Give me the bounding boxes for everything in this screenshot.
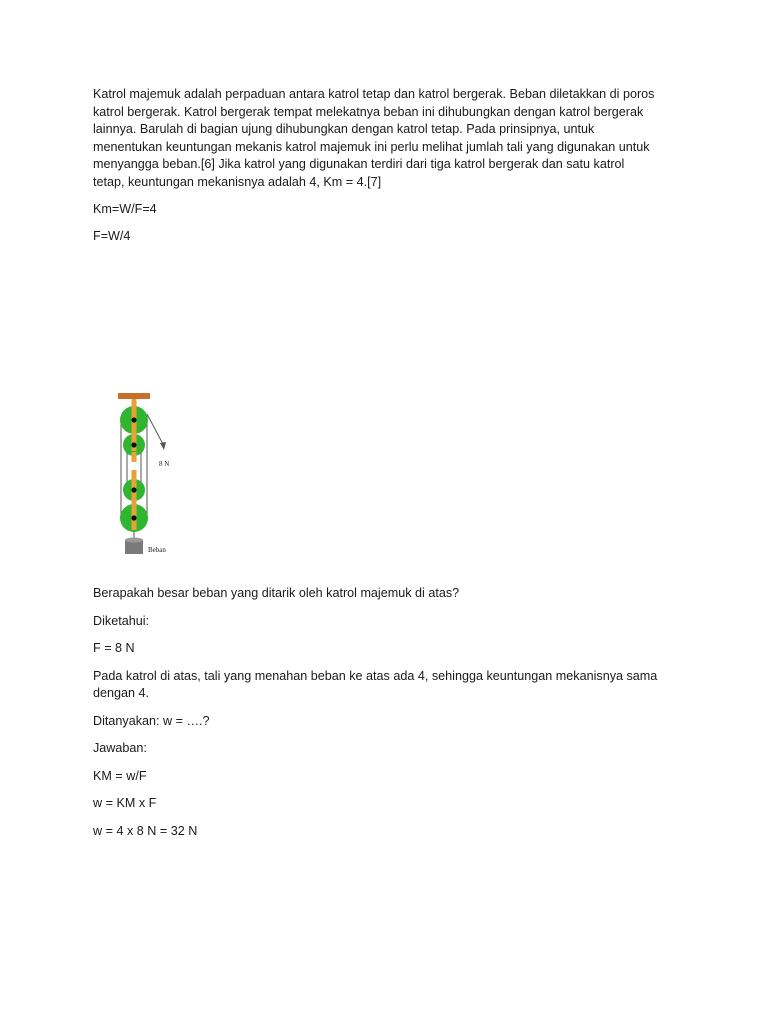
intro-line: tetap, keuntungan mekanisnya adalah 4, Km = 4.[7] <box>93 174 382 189</box>
intro-line: menentukan keuntungan mekanis katrol majemuk ini perlu melihat jumlah tali yang digunakan untuk <box>93 139 650 154</box>
explanation-line: Pada katrol di atas, tali yang menahan beban ke atas ada 4, sehingga keuntungan mekanisnya sama <box>93 668 658 683</box>
pulley-bar <box>132 452 137 462</box>
force-rope <box>147 414 164 446</box>
answer-step: w = 4 x 8 N = 32 N <box>93 823 198 838</box>
ceiling-mount <box>118 393 150 399</box>
answer-step: KM = w/F <box>93 768 147 783</box>
intro-section <box>93 86 683 245</box>
load-weight-top <box>125 538 143 543</box>
explanation-line: dengan 4. <box>93 686 150 700</box>
formula-f: F=W/4 <box>93 229 131 243</box>
question-text: Berapakah besar beban yang ditarik oleh katrol majemuk di atas? <box>93 586 460 600</box>
load-label: Beban <box>148 546 166 554</box>
intro-line: lainnya. Barulah di bagian ujung dihubungkan dengan katrol tetap. Pada prinsipnya, untuk <box>93 122 595 136</box>
axle <box>131 442 136 447</box>
axle <box>131 487 136 492</box>
question-section <box>93 585 683 840</box>
pulley-diagram-svg <box>110 390 200 560</box>
axle <box>131 417 136 422</box>
force-label: 8 N <box>159 460 170 468</box>
formula-km: Km=W/F=4 <box>93 202 157 216</box>
axle <box>131 515 136 520</box>
asked-text: Ditanyakan: w = ….? <box>93 713 210 728</box>
pulley-diagram <box>110 390 200 560</box>
given-label: Diketahui: <box>93 613 150 628</box>
explanation <box>93 668 683 703</box>
intro-line: Katrol majemuk adalah perpaduan antara katrol tetap dan katrol bergerak. Beban diletakkan di poros <box>93 87 655 101</box>
given-value: F = 8 N <box>93 641 135 655</box>
intro-paragraph <box>93 86 683 191</box>
answer-step: w = KM x F <box>93 796 157 810</box>
intro-line: menyangga beban.[6] Jika katrol yang digunakan terdiri dari tiga katrol bergerak dan satu katrol <box>93 157 625 171</box>
pulley-bar <box>132 470 137 530</box>
force-arrow-icon <box>160 442 166 450</box>
answer-label: Jawaban: <box>93 741 147 755</box>
intro-line: katrol bergerak. Katrol bergerak tempat melekatnya beban ini dihubungkan dengan katrol bergerak <box>93 104 644 119</box>
